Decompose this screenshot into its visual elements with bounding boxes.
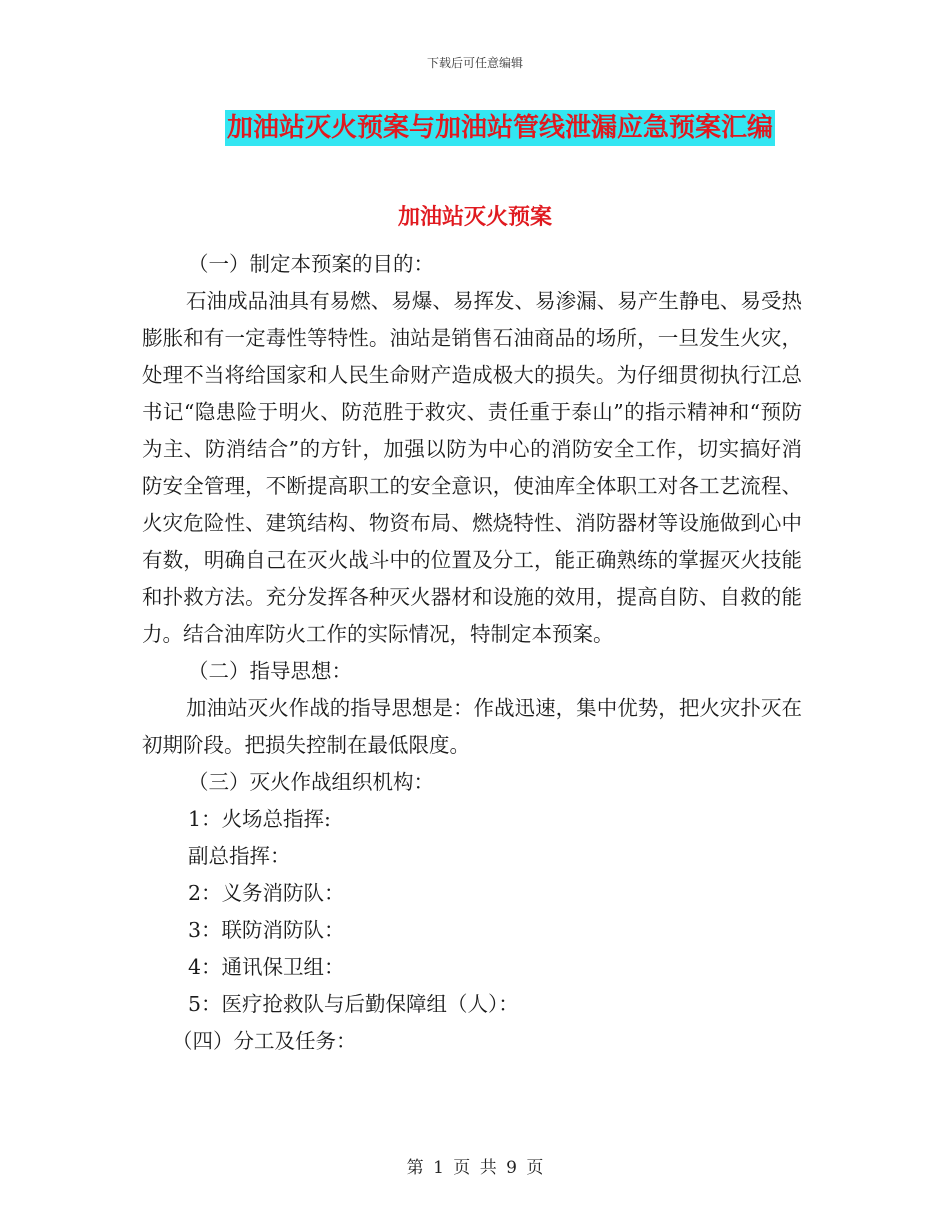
heading-purpose: （一）制定本预案的目的： [188,252,434,276]
heading-guiding-ideology: （二）指导思想： [188,659,352,683]
document-title: 加油站灭火预案与加油站管线泄漏应急预案汇编 [225,110,775,146]
list-item: 5：医疗抢救队与后勤保障组（人）： [188,992,519,1016]
heading-organization: （三）灭火作战组织机构： [188,770,434,794]
paragraph-purpose: 石油成品油具有易燃、易爆、易挥发、易渗漏、易产生静电、易受热膨胀和有一定毒性等特性。油站是销售石油商品的场所，一旦发生火灾，处理不当将给国家和人民生命财产造成极大的损失。为仔细贯彻执行江总书记“隐患险于明火、防范胜于救灾、责任重于泰山”的指示精神和“预防为主、防消结合”的方针，加强以防为中心的消防安全工作，切实搞好消防安全管理，不断提高职工的安全意识，使油库全体职工对各工艺流程、火灾危险性、建筑结构、物资布局、燃烧特性、消防器材等设施做到心中有数，明确自己在灭火战斗中的位置及分工，能正确熟练的掌握灭火技能和扑救方法。充分发挥各种灭火器材和设施的效用，提高自防、自救的能力。结合油库防火工作的实际情况，特制定本预案。 [142,289,802,646]
page-number: 第 1 页 共 9 页 [406,1158,544,1178]
list-item: 3：联防消防队： [188,918,345,942]
paragraph-guiding-ideology: 加油站灭火作战的指导思想是：作战迅速，集中优势，把火灾扑灭在初期阶段。把损失控制在最低限度。 [142,696,802,757]
list-item: 2：义务消防队： [188,881,345,905]
heading-division-of-tasks: （四）分工及任务： [172,1029,357,1053]
section-title: 加油站灭火预案 [397,204,552,230]
document-title-container [0,110,950,146]
list-item: 副总指挥： [188,844,291,868]
header-note: 下载后可任意编辑 [426,56,523,70]
list-item: 1：火场总指挥: [188,807,331,831]
list-item: 4：通讯保卫组： [188,955,345,979]
document-body [142,246,802,1060]
